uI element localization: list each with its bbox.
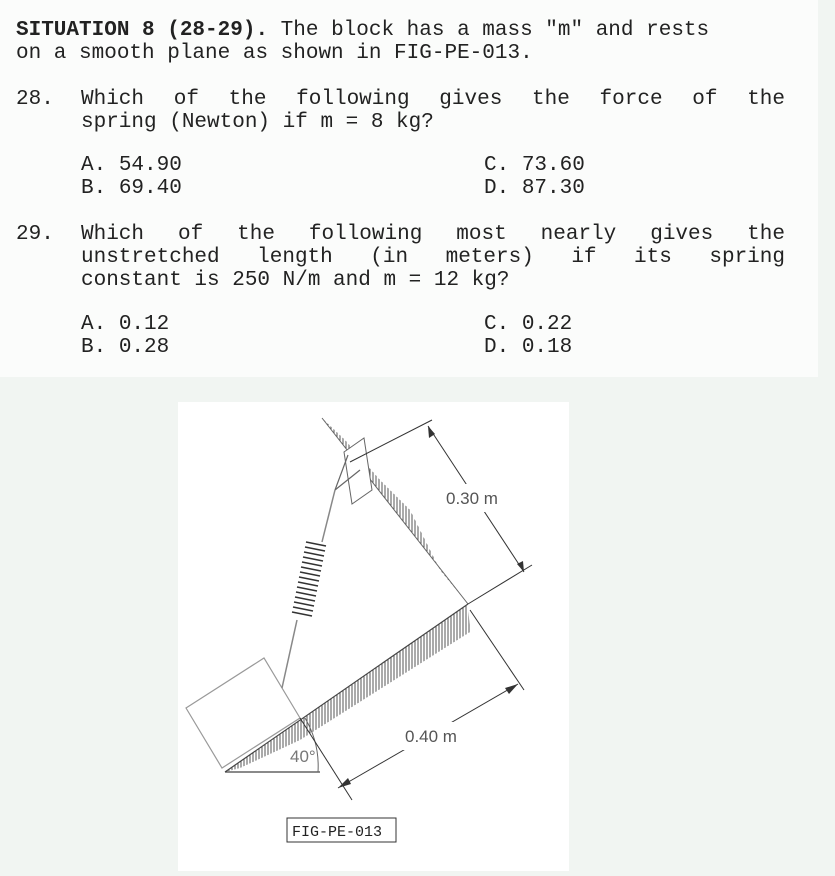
question-line-text: unstretched length (in meters) if its spring (81, 246, 785, 269)
figure-caption: FIG-PE-013 (292, 824, 383, 841)
choice-letter: C. (484, 154, 510, 177)
question-line-text: Which of the following gives the force of the (81, 88, 785, 111)
situation-intro: The block has a mass "m" and rests (280, 19, 710, 42)
choice-a[interactable] (81, 313, 169, 336)
choice-value: 0.18 (521, 336, 573, 359)
choice-d[interactable] (484, 336, 572, 359)
situation-line-1 (16, 19, 786, 42)
choice-b[interactable] (81, 336, 169, 359)
question-line (81, 88, 785, 111)
choice-value: 73.60 (521, 154, 585, 177)
spring (292, 542, 326, 616)
block (186, 658, 300, 768)
spring-wire-bottom (282, 620, 297, 688)
question-number: 29. (16, 223, 54, 246)
choice-c[interactable] (484, 154, 585, 177)
choice-b[interactable] (81, 177, 182, 200)
question-line-text: Which of the following most nearly gives the (81, 223, 785, 246)
arrowhead (428, 426, 435, 438)
mechanics-diagram (178, 402, 569, 871)
choice-c[interactable] (484, 313, 572, 336)
choice-letter: D. (484, 177, 510, 200)
dimension-ext (468, 565, 532, 604)
choice-value: 54.90 (118, 154, 182, 177)
choice-value: 69.40 (118, 177, 182, 200)
dimension-ext (470, 610, 524, 690)
angle-label: 40° (290, 747, 316, 766)
choice-letter: D. (484, 336, 510, 359)
figure-panel (178, 402, 569, 871)
choice-value: 0.12 (118, 313, 170, 336)
dim-label-top: 0.30 m (446, 489, 498, 508)
choice-letter: A. (81, 313, 107, 336)
spring-wire-top (322, 490, 335, 542)
arrowhead (338, 778, 351, 788)
choice-letter: A. (81, 154, 107, 177)
question-text (81, 88, 785, 134)
choice-letter: B. (81, 336, 107, 359)
arrowhead (505, 684, 518, 694)
question-line: spring (Newton) if m = 8 kg? (81, 111, 434, 134)
situation-heading: SITUATION 8 (28-29). (16, 19, 269, 42)
choice-d[interactable] (484, 177, 585, 200)
dim-label-bottom: 0.40 m (405, 727, 457, 746)
question-number: 28. (16, 88, 54, 111)
choice-value: 87.30 (521, 177, 585, 200)
choice-letter: B. (81, 177, 107, 200)
situation-line-2: on a smooth plane as shown in FIG-PE-013. (16, 42, 533, 65)
question-line: constant is 250 N/m and m = 12 kg? (81, 269, 510, 292)
choice-a[interactable] (81, 154, 182, 177)
question-text (81, 223, 785, 292)
choice-value: 0.22 (521, 313, 573, 336)
choice-letter: C. (484, 313, 510, 336)
problem-card (0, 0, 818, 377)
choice-value: 0.28 (118, 336, 170, 359)
